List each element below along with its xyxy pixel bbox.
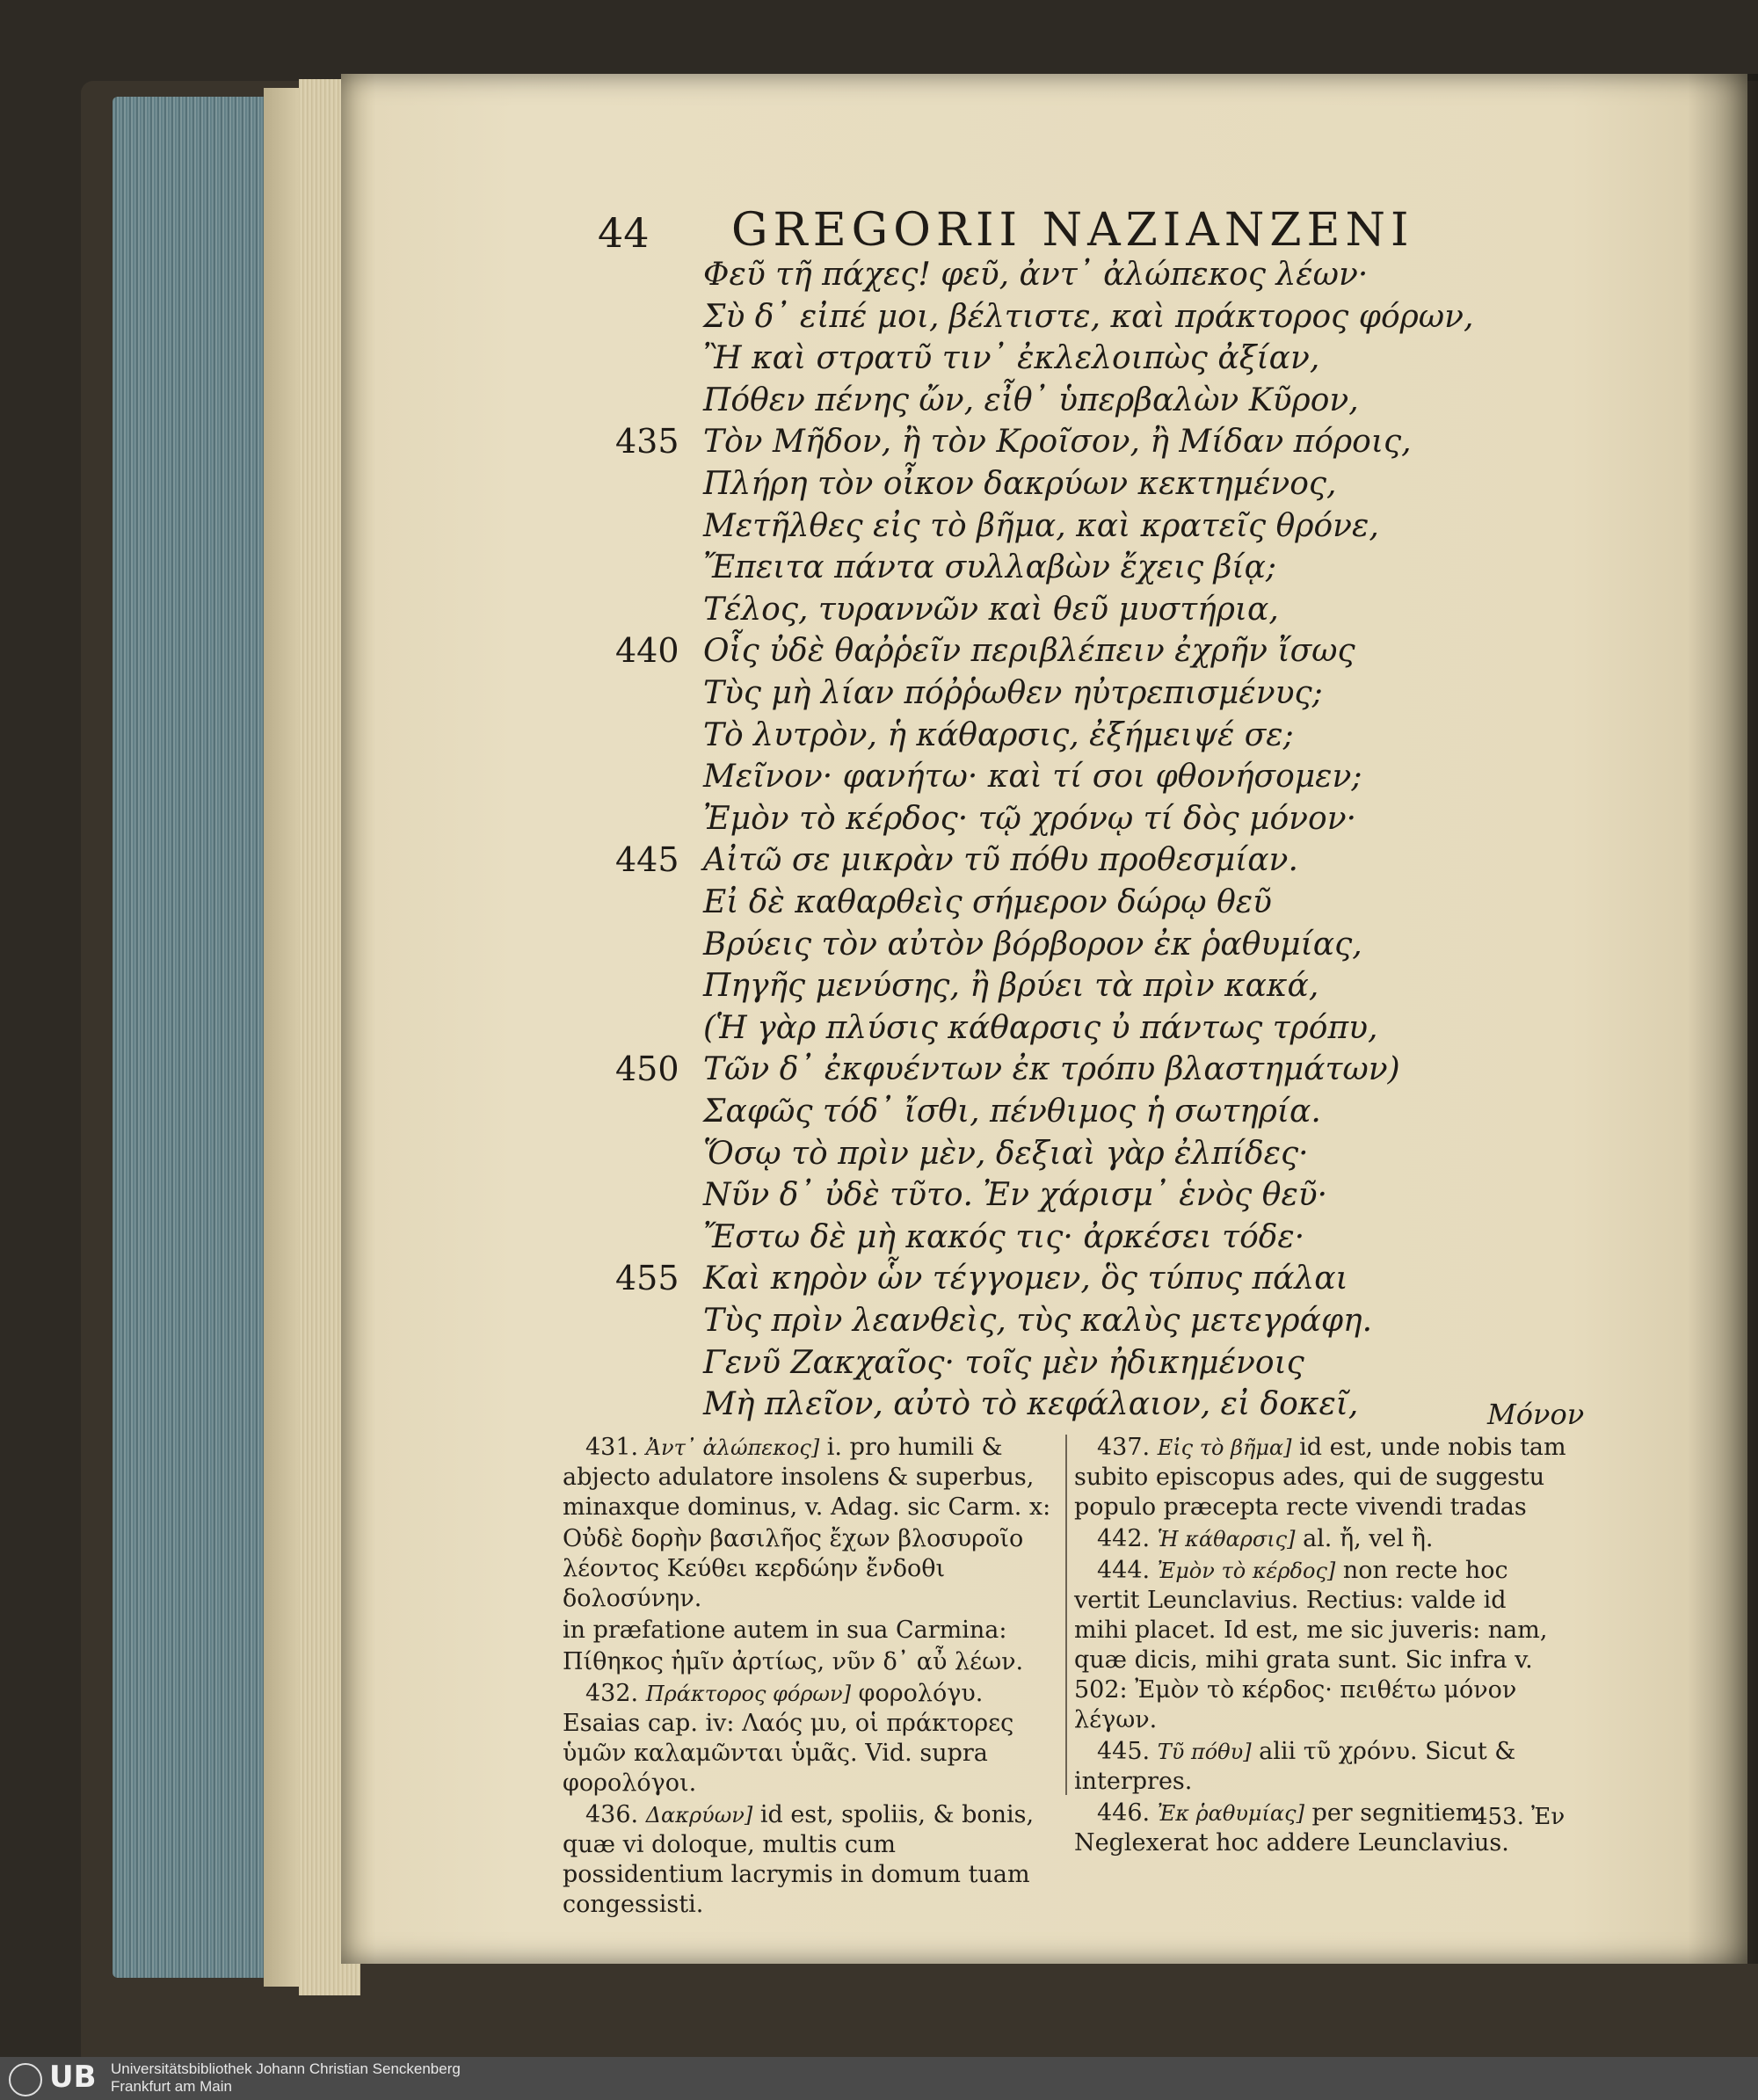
footnote-lemma: Ἐκ ῥαθυμίας] xyxy=(1157,1801,1304,1826)
footnote xyxy=(1074,1433,1566,1522)
verse-line: Μετῆλθες εἰς τὸ βῆμα, καὶ κρατεῖς θρόνε, xyxy=(703,507,1379,544)
verse-line-number: 450 xyxy=(615,1050,679,1089)
footnote-ref: 446. xyxy=(1097,1799,1151,1827)
verse-line: Τὸν Μῆδον, ἢ τὸν Κροῖσον, ἢ Μίδαν πόροις, xyxy=(703,424,1412,461)
verse-line: Ἔστω δὲ μὴ κακός τις· ἀρκέσει τόδε· xyxy=(703,1218,1305,1255)
verse-line: (Ἡ γὰρ πλύσις κάθαρσις ὐ πάντως τρόπυ, xyxy=(703,1009,1378,1046)
footnote-ref: 436. xyxy=(585,1801,639,1828)
verse-line-number: 440 xyxy=(615,631,679,671)
verse-line: Καὶ κηρὸν ὧν τέγγομεν, ὃς τύπυς πάλαι xyxy=(703,1261,1348,1297)
verse-line: Γενῦ Ζακχαῖος· τοῖς μὲν ἠδικημένοις xyxy=(703,1344,1304,1381)
footnote-ref: 431. xyxy=(585,1434,639,1461)
footnote-lemma: Ἐμὸν τὸ κέρδος] xyxy=(1157,1559,1336,1583)
ub-logo-text: UB xyxy=(49,2060,97,2095)
footnote-ref: 437. xyxy=(1097,1434,1151,1461)
notes-left-column xyxy=(563,1433,1062,1922)
verse-line: Φεῦ τῆ πάχες! φεῦ, ἀντ᾽ ἀλώπεκος λέων· xyxy=(703,257,1369,293)
footnote-ref: 442. xyxy=(1097,1525,1151,1552)
verse-line: Οἷς ὐδὲ θαῤῥεῖν περιβλέπειν ἐχρῆν ἴσως xyxy=(703,633,1355,670)
footnote-text: id est, unde nobis tam subito episcopus ades, qui de suggestu populo præcepta recte vivendi tradas xyxy=(1074,1434,1566,1521)
verse-line: Τὺς πρὶν λεανθεὶς, τὺς καλὺς μετεγράφη. xyxy=(703,1303,1373,1339)
verse-line: Μεῖνον· φανήτω· καὶ τί σοι φθονήσομεν; xyxy=(703,759,1362,796)
footnote-lemma: Εἰς τὸ βῆμα] xyxy=(1157,1435,1292,1460)
footnote-text: per segnitiem. Neglexerat hoc addere Leunclavius. xyxy=(1074,1799,1509,1857)
footnote-text: id est, spoliis, & bonis, quæ vi doloque, multis cum possidentium lacrymis in domum tuam congessisti. xyxy=(563,1801,1035,1918)
verse-line: Τέλος, τυραννῶν καὶ θεῦ μυστήρια, xyxy=(703,591,1279,628)
verse-line: Πηγῆς μενύσης, ἢ βρύει τὰ πρὶν κακά, xyxy=(703,968,1319,1005)
footnote-lemma: Ἀντ᾽ ἀλώπεκος] xyxy=(645,1435,820,1460)
footnote-lemma: Δακρύων] xyxy=(645,1803,753,1828)
verse-line: Σαφῶς τόδ᾽ ἴσθι, πένθιμος ἡ σωτηρία. xyxy=(703,1094,1321,1130)
footnote xyxy=(563,1616,1062,1646)
footnote-text: in præfatione autem in sua Carmina: xyxy=(563,1617,1007,1644)
footnote-ref: 432. xyxy=(585,1680,639,1707)
footnote-text: al. ἤ, vel ἢ. xyxy=(1303,1525,1434,1552)
verse-line: Σὺ δ᾽ εἰπέ μοι, βέλτιστε, καὶ πράκτορος φόρων, xyxy=(703,298,1474,335)
verse-line: Τὺς μὴ λίαν πόῤῥωθεν ηὐτρεπισμένυς; xyxy=(703,675,1323,711)
footnote xyxy=(1074,1737,1566,1797)
notes-right-column xyxy=(1074,1433,1566,1860)
footnote-text: φορολόγυ. Esaias cap. iv: Λαός μυ, οἱ πράκτορες ὑμῶν καλαμῶνται ὑμᾶς. Vid. supra φορολόγοι. xyxy=(563,1680,1014,1797)
ub-logo-icon xyxy=(9,2063,42,2096)
verse-line: Αἰτῶ σε μικρὰν τῦ πόθυ προθεσμίαν. xyxy=(703,842,1298,879)
verse-line: Βρύεις τὸν αὐτὸν βόρβορον ἐκ ῥαθυμίας, xyxy=(703,926,1362,963)
footnote-text: i. pro humili & abjecto adulatore insolens & superbus, minaxque dominus, v. Adag. sic Carm. x: xyxy=(563,1434,1051,1521)
gutter-shadow xyxy=(1688,74,1758,1964)
footnote-text: non recte hoc vertit Leunclavius. Rectius: valde id mihi placet. Id est, me sic juveris: nam, quæ dicis, mihi grata sunt. Sic infra v. 502: Ἐμὸν τὸ κέρδος· πειθέτω μόνον λέγων. xyxy=(1074,1557,1548,1733)
footnote xyxy=(563,1679,1062,1798)
verse-line: Μὴ πλεῖον, αὐτὸ τὸ κεφάλαιον, εἰ δοκεῖ, xyxy=(703,1386,1359,1423)
footnote xyxy=(1074,1524,1566,1554)
catchword: Μόνον xyxy=(1487,1398,1585,1431)
footnote-ref: 444. xyxy=(1097,1557,1151,1584)
column-rule xyxy=(1065,1435,1067,1795)
verse-line: Τὸ λυτρὸν, ἡ κάθαρσις, ἐξήμειψέ σε; xyxy=(703,716,1294,753)
footnote xyxy=(563,1647,1062,1677)
page-title: GREGORII NAZIANZENI xyxy=(731,204,1414,257)
verse-line: Ὅσῳ τὸ πρὶν μὲν, δεξιαὶ γὰρ ἐλπίδες· xyxy=(703,1135,1309,1172)
note-catchword: 453. Ἐν xyxy=(1473,1804,1565,1830)
verse-line: Ἔπειτα πάντα συλλαβὼν ἔχεις βίᾳ; xyxy=(703,549,1277,586)
footnote-lemma: Τῦ πόθυ] xyxy=(1157,1740,1252,1764)
institution-line2: Frankfurt am Main xyxy=(111,2078,232,2095)
page-number: 44 xyxy=(598,209,650,257)
verse-line: Νῦν δ᾽ ὐδὲ τῦτο. Ἐν χάρισμ᾽ ἑνὸς θεῦ· xyxy=(703,1177,1328,1214)
footnote xyxy=(563,1800,1062,1920)
verse-line: Τῶν δ᾽ ἐκφυέντων ἐκ τρόπυ βλαστημάτων) xyxy=(703,1051,1400,1088)
footnote-lemma: Ἡ κάθαρσις] xyxy=(1157,1527,1296,1551)
footnote xyxy=(563,1524,1062,1614)
verse-line-number: 435 xyxy=(615,422,679,461)
footnote-text: alii τῦ χρόνυ. Sicut & interpres. xyxy=(1074,1738,1516,1795)
footnote xyxy=(563,1433,1062,1522)
institution-name xyxy=(111,2060,461,2096)
footnote-lemma: Πράκτορος φόρων] xyxy=(645,1682,851,1706)
verse-line-number: 455 xyxy=(615,1259,679,1298)
footnote-text: Οὐδὲ δορὴν βασιλῆος ἔχων βλοσυροῖο λέοντος Κεύθει κερδώην ἔνδοθι δολοσύνην. xyxy=(563,1525,1024,1612)
verse-line: Ἐμὸν τὸ κέρδος· τῷ χρόνῳ τί δὸς μόνον· xyxy=(703,800,1357,837)
verse-line: Πλήρη τὸν οἶκον δακρύων κεκτημένος, xyxy=(703,466,1337,502)
verse-line: Πόθεν πένης ὤν, εἶθ᾽ ὑπερβαλὼν Κῦρον, xyxy=(703,381,1359,418)
institution-line1: Universitätsbibliothek Johann Christian Senckenberg xyxy=(111,2060,461,2077)
footnote-text: Πίθηκος ἡμῖν ἀρτίως, νῦν δ᾽ αὖ λέων. xyxy=(563,1648,1024,1675)
verse-line-number: 445 xyxy=(615,840,679,880)
footnote-ref: 445. xyxy=(1097,1738,1151,1765)
verse-line: Εἰ δὲ καθαρθεὶς σήμερον δώρῳ θεῦ xyxy=(703,884,1272,920)
footnote xyxy=(1074,1556,1566,1735)
verse-line: Ἢ καὶ στρατῦ τιν᾽ ἐκλελοιπὼς ἀξίαν, xyxy=(703,340,1320,377)
